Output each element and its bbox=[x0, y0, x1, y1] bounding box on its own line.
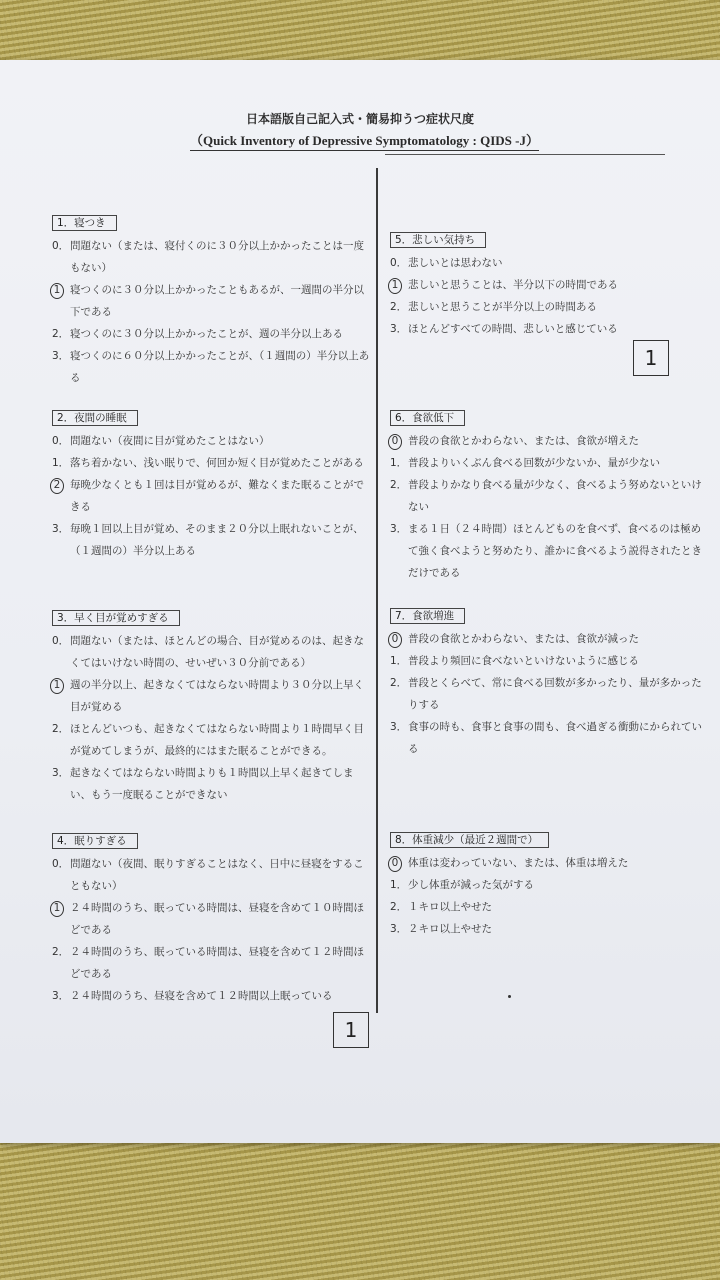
option-0-selected[interactable] bbox=[390, 430, 708, 452]
option-number: 3． bbox=[390, 323, 408, 335]
option-number-circled: 1 bbox=[50, 678, 64, 694]
option-number-circled: 0 bbox=[388, 434, 402, 450]
option-1-selected[interactable] bbox=[52, 279, 370, 323]
section-oversleeping bbox=[52, 833, 370, 1007]
score-box-bottom[interactable]: 1 bbox=[333, 1012, 369, 1048]
document-subtitle: （Quick Inventory of Depressive Symptomatology : QIDS -J） bbox=[190, 130, 539, 151]
option-1[interactable] bbox=[390, 452, 708, 474]
option-2[interactable] bbox=[390, 474, 708, 518]
option-0-selected[interactable] bbox=[390, 852, 708, 874]
option-text: ２４時間のうち、昼寝を含めて１２時間以上眠っている bbox=[70, 990, 333, 1002]
option-text: 寝つくのに３０分以上かかったことが、週の半分以上ある bbox=[70, 328, 343, 340]
option-1[interactable] bbox=[390, 874, 708, 896]
option-text: 普段の食欲とかわらない、または、食欲が減った bbox=[408, 633, 639, 645]
option-number-circled: 2 bbox=[50, 478, 64, 494]
option-text: 悲しいとは思わない bbox=[408, 257, 503, 269]
option-text: 問題ない（夜間、眠りすぎることはなく、日中に昼寝をすることもない） bbox=[70, 858, 364, 892]
section-night-sleep bbox=[52, 410, 370, 562]
option-text: 悲しいと思うことが半分以上の時間ある bbox=[408, 301, 597, 313]
option-3[interactable] bbox=[390, 918, 708, 940]
option-text: 問題ない（または、寝付くのに３０分以上かかったことは一度もない） bbox=[70, 240, 364, 274]
option-2[interactable] bbox=[52, 323, 370, 345]
option-text: 体重は変わっていない、または、体重は増えた bbox=[408, 857, 629, 869]
option-1-selected[interactable] bbox=[52, 897, 370, 941]
section-heading: 1．寝つき bbox=[52, 215, 117, 231]
option-text: 起きなくてはならない時間よりも１時間以上早く起きてしまい、もう一度眠ることができない bbox=[70, 767, 354, 801]
option-number-circled: 1 bbox=[50, 901, 64, 917]
option-text: 寝つくのに６０分以上かかったことが、（１週間の）半分以上ある bbox=[70, 350, 370, 384]
option-number: 1． bbox=[390, 879, 408, 891]
option-number: 2． bbox=[52, 328, 70, 340]
option-1[interactable] bbox=[52, 452, 370, 474]
option-number: 2． bbox=[390, 677, 408, 689]
option-2-selected[interactable] bbox=[52, 474, 370, 518]
option-1-selected[interactable] bbox=[390, 274, 708, 296]
option-number: 3． bbox=[52, 767, 70, 779]
option-3[interactable] bbox=[52, 985, 370, 1007]
option-0[interactable] bbox=[52, 630, 370, 674]
option-0[interactable] bbox=[390, 252, 708, 274]
option-number: 1． bbox=[390, 457, 408, 469]
option-text: １キロ以上やせた bbox=[408, 901, 492, 913]
option-text: 問題ない（夜間に目が覚めたことはない） bbox=[70, 435, 270, 447]
option-0[interactable] bbox=[52, 235, 370, 279]
option-number-circled: 0 bbox=[388, 632, 402, 648]
option-number: 3． bbox=[52, 990, 70, 1002]
option-text: ほとんどすべての時間、悲しいと感じている bbox=[408, 323, 618, 335]
option-2[interactable] bbox=[390, 296, 708, 318]
option-text: 普段の食欲とかわらない、または、食欲が増えた bbox=[408, 435, 639, 447]
option-3[interactable] bbox=[390, 318, 708, 340]
option-1[interactable] bbox=[390, 650, 708, 672]
option-text: 少し体重が減った気がする bbox=[408, 879, 534, 891]
option-text: 問題ない（または、ほとんどの場合、目が覚めるのは、起きなくてはいけない時間の、せいぜい３０分前である） bbox=[70, 635, 364, 669]
pen-dot bbox=[508, 995, 511, 998]
option-text: 普段よりいくぶん食べる回数が少ないか、量が少ない bbox=[408, 457, 660, 469]
option-0[interactable] bbox=[52, 853, 370, 897]
section-appetite-increase bbox=[390, 608, 708, 760]
option-text: 食事の時も、食事と食事の間も、食べ過ぎる衝動にかられている bbox=[408, 721, 702, 755]
option-text: 普段とくらべて、常に食べる回数が多かったり、量が多かったりする bbox=[408, 677, 702, 711]
option-text: 悲しいと思うことは、半分以下の時間である bbox=[408, 279, 618, 291]
option-text: ２キロ以上やせた bbox=[408, 923, 492, 935]
option-number: 3． bbox=[52, 523, 70, 535]
option-text: 毎晩少なくとも１回は目が覚めるが、難なくまた眠ることができる bbox=[70, 479, 364, 513]
option-number: 0． bbox=[52, 435, 70, 447]
section-heading: 3．早く目が覚めすぎる bbox=[52, 610, 180, 626]
option-number: 3． bbox=[390, 923, 408, 935]
column-divider bbox=[376, 168, 378, 1013]
option-number: 2． bbox=[390, 479, 408, 491]
option-number: 0． bbox=[52, 240, 70, 252]
option-text: ほとんどいつも、起きなくてはならない時間より１時間早く目が覚めてしまうが、最終的にはまた眠ることができる。 bbox=[70, 723, 364, 757]
section-heading: 4．眠りすぎる bbox=[52, 833, 138, 849]
option-number: 1． bbox=[390, 655, 408, 667]
section-heading: 8．体重減少（最近２週間で） bbox=[390, 832, 549, 848]
option-text: 毎晩１回以上目が覚め、そのまま２０分以上眠れないことが、（１週間の）半分以上ある bbox=[70, 523, 364, 557]
header-rule bbox=[385, 154, 665, 155]
option-number: 3． bbox=[52, 350, 70, 362]
section-sleep-onset bbox=[52, 215, 370, 389]
option-3[interactable] bbox=[390, 716, 708, 760]
option-number: 0． bbox=[52, 635, 70, 647]
option-3[interactable] bbox=[52, 345, 370, 389]
option-text: ２４時間のうち、眠っている時間は、昼寝を含めて１２時間ほどである bbox=[70, 946, 364, 980]
section-weight-loss bbox=[390, 832, 708, 940]
option-2[interactable] bbox=[52, 718, 370, 762]
document-title: 日本語版自己記入式・簡易抑うつ症状尺度 bbox=[245, 112, 474, 126]
option-0[interactable] bbox=[52, 430, 370, 452]
option-number: 3． bbox=[390, 523, 408, 535]
option-number: 2． bbox=[390, 901, 408, 913]
option-text: 普段よりかなり食べる量が少なく、食べるよう努めないといけない bbox=[408, 479, 702, 513]
option-2[interactable] bbox=[390, 672, 708, 716]
option-text: 週の半分以上、起きなくてはならない時間より３０分以上早く目が覚める bbox=[70, 679, 364, 713]
option-number: 1． bbox=[52, 457, 70, 469]
option-number-circled: 0 bbox=[388, 856, 402, 872]
option-number-circled: 1 bbox=[50, 283, 64, 299]
option-number: 2． bbox=[52, 723, 70, 735]
option-text: 寝つくのに３０分以上かかったこともあるが、一週間の半分以下である bbox=[70, 284, 364, 318]
option-number: 2． bbox=[390, 301, 408, 313]
section-appetite-decrease bbox=[390, 410, 708, 584]
option-1-selected[interactable] bbox=[52, 674, 370, 718]
option-number-circled: 1 bbox=[388, 278, 402, 294]
option-2[interactable] bbox=[52, 941, 370, 985]
option-text: 普段より頻回に食べないといけないように感じる bbox=[408, 655, 639, 667]
section-early-waking bbox=[52, 610, 370, 806]
section-heading: 2．夜間の睡眠 bbox=[52, 410, 138, 426]
option-2[interactable] bbox=[390, 896, 708, 918]
option-0-selected[interactable] bbox=[390, 628, 708, 650]
section-sadness bbox=[390, 232, 708, 340]
section-heading: 7．食欲増進 bbox=[390, 608, 465, 624]
section-heading: 5．悲しい気持ち bbox=[390, 232, 486, 248]
option-number: 0． bbox=[52, 858, 70, 870]
option-text: まる１日（２４時間）ほとんどものを食べず、食べるのは極めて強く食べようと努めたり、誰かに食べるよう説得されたときだけである bbox=[408, 523, 702, 579]
option-number: 2． bbox=[52, 946, 70, 958]
option-3[interactable] bbox=[52, 518, 370, 562]
option-number: 0． bbox=[390, 257, 408, 269]
option-3[interactable] bbox=[390, 518, 708, 584]
score-box-right[interactable]: 1 bbox=[633, 340, 669, 376]
option-text: 落ち着かない、浅い眠りで、何回か短く目が覚めたことがある bbox=[70, 457, 364, 469]
option-number: 3． bbox=[390, 721, 408, 733]
option-3[interactable] bbox=[52, 762, 370, 806]
section-heading: 6．食欲低下 bbox=[390, 410, 465, 426]
option-text: ２４時間のうち、眠っている時間は、昼寝を含めて１０時間ほどである bbox=[70, 902, 364, 936]
